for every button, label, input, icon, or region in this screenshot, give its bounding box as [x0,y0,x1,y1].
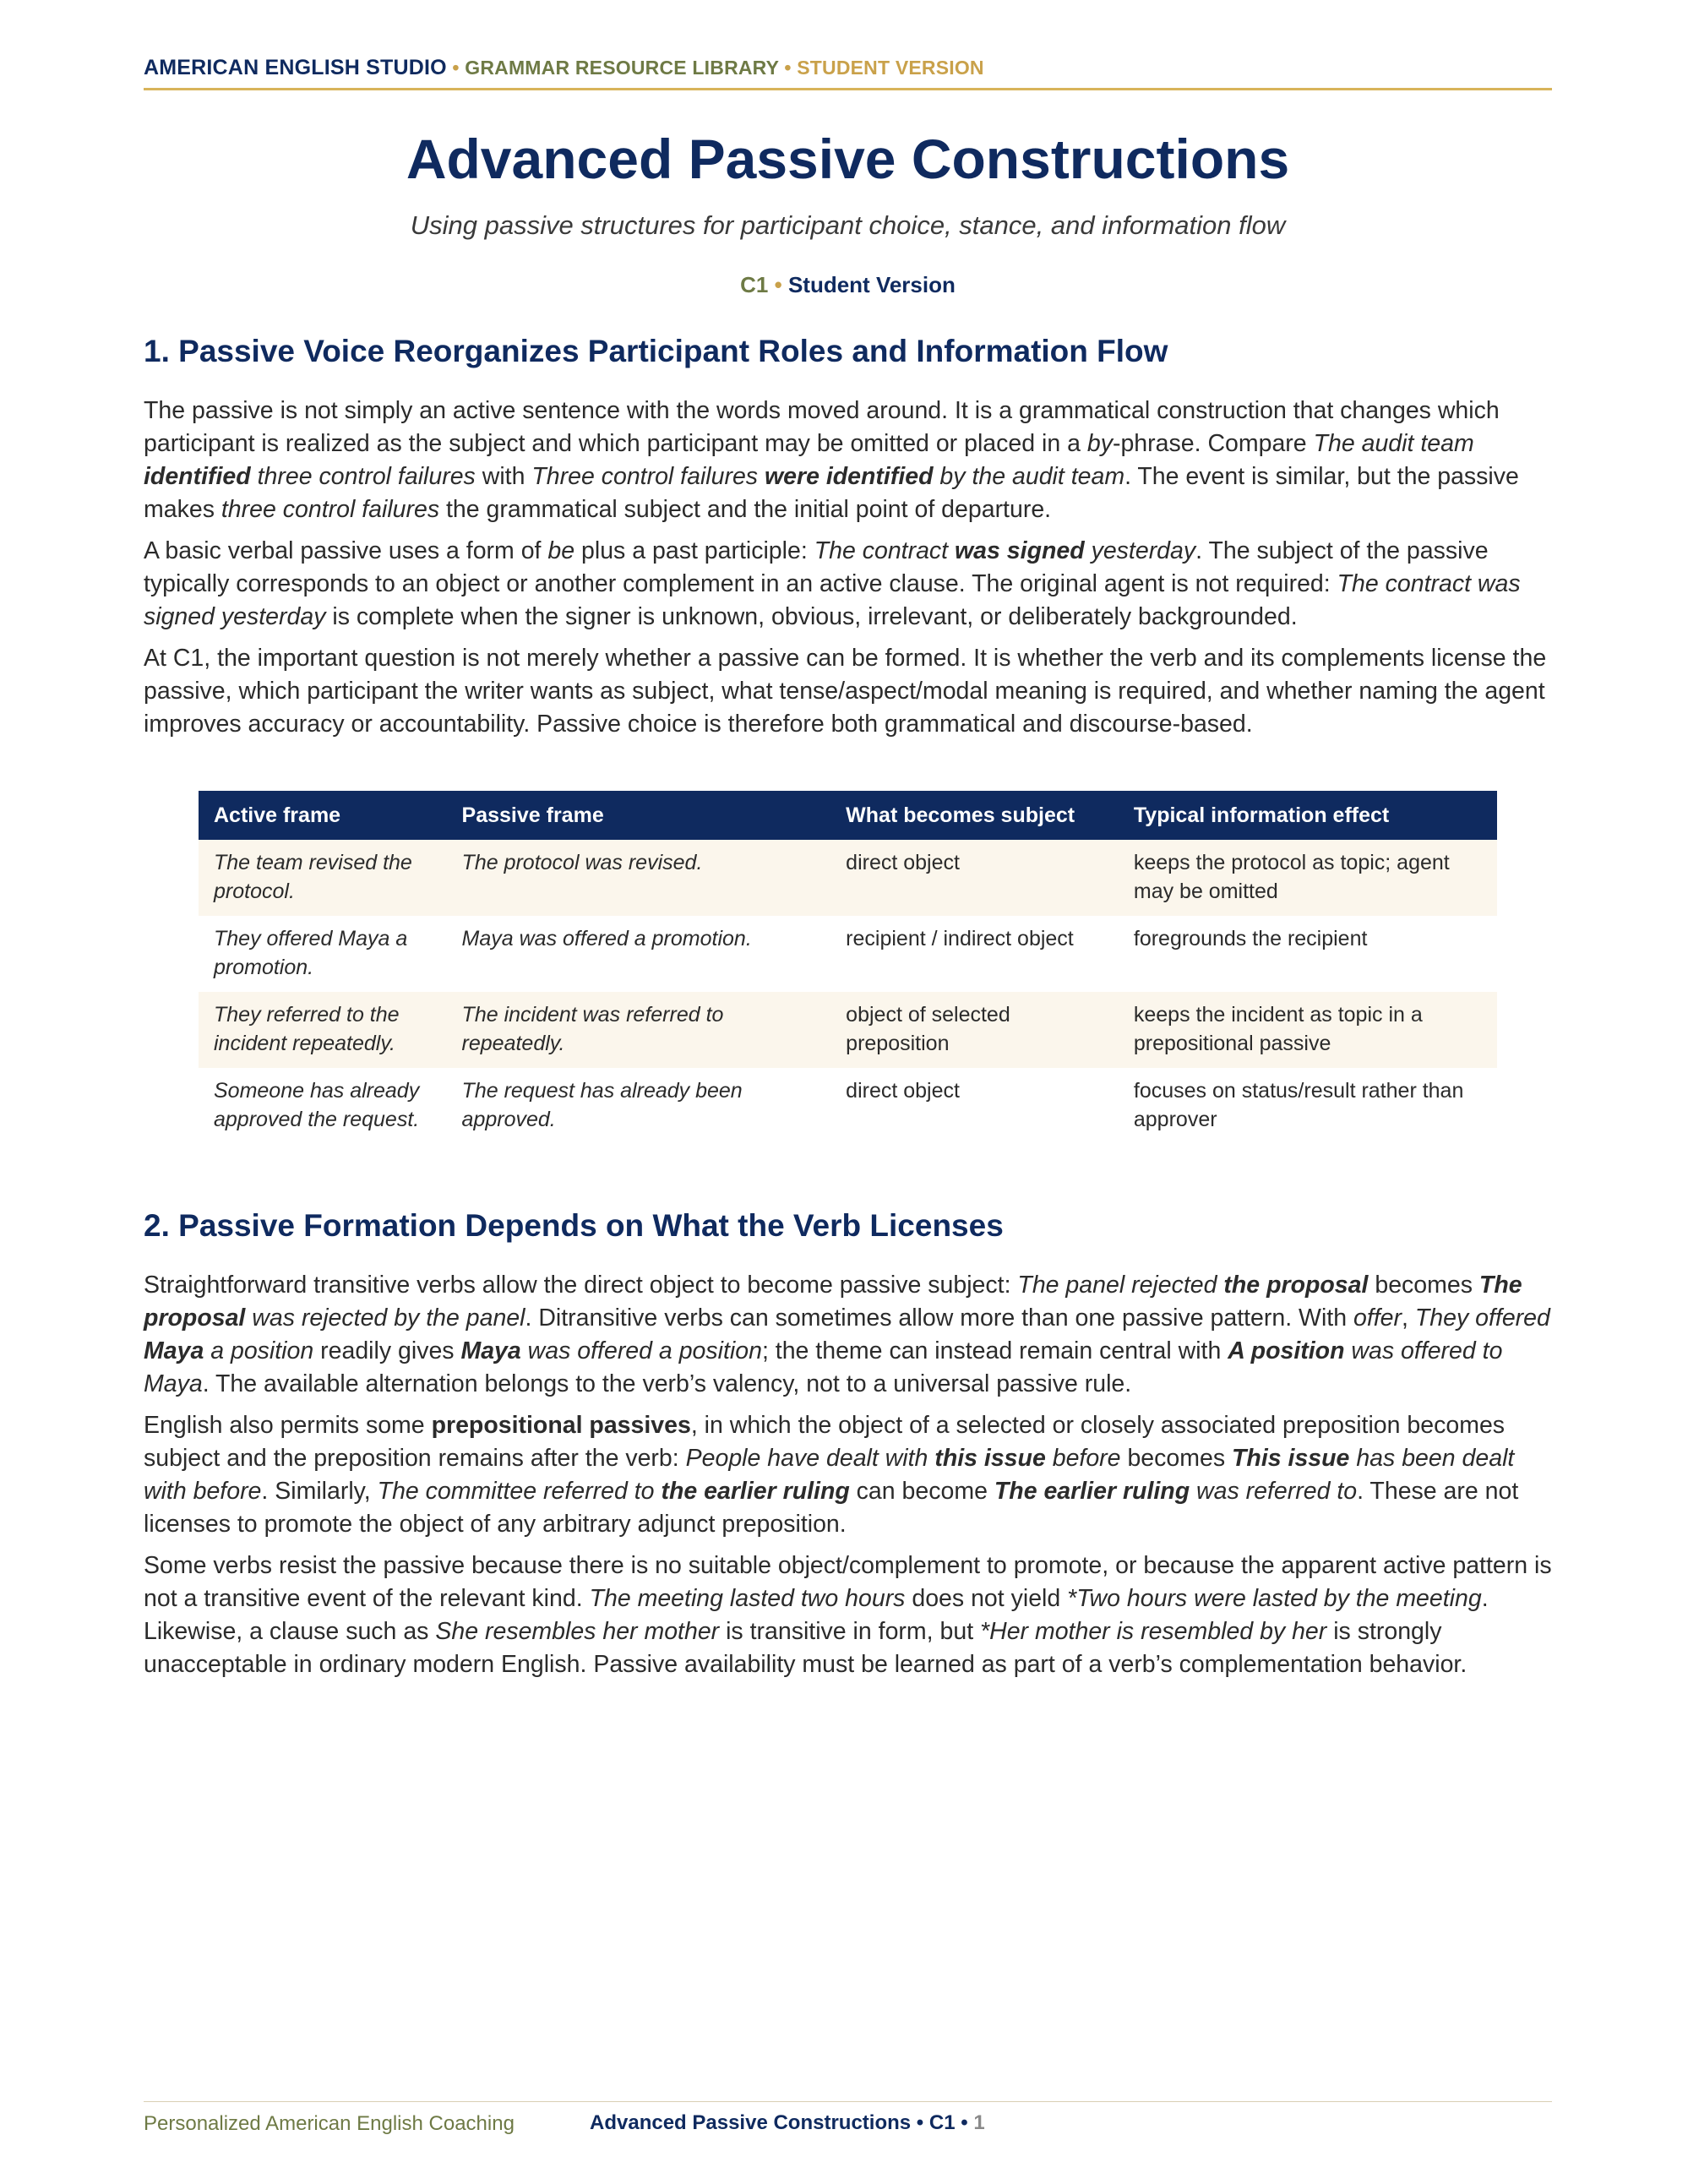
table-cell-subject: direct object [830,840,1119,916]
text-run: prepositional passives [431,1412,691,1439]
table-cell-effect: focuses on status/result rather than approver [1133,1079,1464,1131]
header-divider [144,88,1552,90]
table-cell-subject: object of selected preposition [830,992,1119,1068]
text-run: a position [204,1337,314,1364]
table-cell-subject: recipient / indirect object [846,927,1074,950]
table-cell-effect: keeps the protocol as topic; agent may be omitted [1119,840,1497,916]
text-run: by [1086,430,1113,457]
text-run: Some verbs resist the passive because there is no suitable object/complement to promote, or because the apparent active pattern is not a transitive event of the relevant kind. [144,1552,1552,1612]
table-row [199,916,1497,992]
text-run: . The subject of the passive typically corresponds to an object or another complement in an active clause. The original agent is not required: [144,537,1489,597]
level-badge [144,272,1552,298]
section-1 [144,334,1552,749]
text-run: were identified [764,463,934,490]
text-run: Straightforward transitive verbs allow the direct object to become passive subject: [144,1272,1018,1299]
text-run: before [1045,1445,1121,1472]
table-cell-active: The team revised the protocol. [199,840,447,916]
text-run: does not yield [905,1585,1068,1612]
meta-separator: • [774,272,782,297]
text-run: The contract [814,537,956,564]
text-run: This issue [1232,1445,1350,1472]
text-run: was rejected by the panel [245,1304,525,1332]
table-cell-active: Someone has already approved the request. [214,1079,420,1131]
text-run: was referred to [1190,1478,1358,1505]
text-run: becomes [1368,1272,1479,1299]
text-run: English also permits some [144,1412,432,1439]
text-run: The committee referred to [377,1478,662,1505]
text-run: She resembles her mother [435,1618,720,1645]
table-cell-effect: foregrounds the recipient [1133,927,1368,950]
header-separator: • [452,57,460,79]
page-subtitle: Using passive structures for participant choice, stance, and information flow [410,210,1286,240]
section-1-paragraph-3 [144,642,1552,741]
column-header-passive-frame: Passive frame [447,791,831,840]
table-cell-subject: direct object [846,1079,960,1103]
page-title: Advanced Passive Constructions [406,128,1290,190]
text-run: was offered to Maya [144,1337,1503,1397]
text-run: was signed [955,537,1085,564]
version-label: Student Version [787,272,956,297]
text-run: readily gives [313,1337,461,1364]
text-run: . Ditransitive verbs can sometimes allow more than one passive pattern. With [525,1304,1353,1332]
text-run: The panel rejected [1017,1272,1224,1299]
section-1-paragraph-2 [144,535,1552,634]
text-run: the proposal [1223,1272,1369,1299]
text-run: A position [1228,1337,1345,1364]
footer-separator: • [916,2111,924,2134]
text-run: was offered a position [520,1337,762,1364]
column-header-active-frame: Active frame [199,791,447,840]
header-version: STUDENT VERSION [797,57,984,79]
footer-level: C1 [928,2111,956,2134]
table-row [199,1068,1497,1144]
header-library: GRAMMAR RESOURCE LIBRARY [465,57,779,79]
text-run: is complete when the signer is unknown, obvious, irrelevant, or deliberately backgrounded. [325,603,1298,630]
text-run: ; the theme can instead remain central with [761,1337,1228,1364]
footer-brand: Personalized American English Coaching [144,2112,515,2135]
text-run: Maya [460,1337,521,1364]
text-run: the earlier ruling [661,1478,850,1505]
text-run: They offered [1414,1304,1550,1332]
text-run: is transitive in form, but [719,1618,981,1645]
text-run: The earlier ruling [994,1478,1190,1505]
header-separator: • [784,57,792,79]
text-run: identified [144,463,251,490]
table-cell-passive: The request has already been approved. [461,1079,743,1131]
page-number: 1 [973,2111,985,2134]
footer-divider [144,2101,1552,2102]
text-run: Three control failures [531,463,765,490]
text-run: offer [1353,1304,1402,1332]
text-run: with [475,463,532,490]
text-run: . Similarly, [261,1478,378,1505]
section-1-heading: 1. Passive Voice Reorganizes Participant Roles and Information Flow [144,334,1168,368]
table-cell-passive: The protocol was revised. [447,840,831,916]
text-run: three control failures [250,463,476,490]
text-run: At C1, the important question is not merely whether a passive can be formed. It is whether the verb and its complements license the passive, which participant the writer wants as subject, what tense/aspect/modal meaning is required, and whether naming the agent improves accuracy or accountability. Passive choice is therefore both grammatical and discourse-based. [144,645,1547,738]
running-header [144,56,1552,80]
text-run: A basic verbal passive uses a form of [144,537,548,564]
section-2-heading: 2. Passive Formation Depends on What the Verb Licenses [144,1208,1004,1243]
footer-doc-info [590,2111,985,2135]
section-2-paragraph-1 [144,1269,1552,1401]
text-run: , [1402,1304,1415,1332]
text-run: by the audit team [933,463,1125,490]
header-org: AMERICAN ENGLISH STUDIO [144,56,447,79]
text-run: *Two hours were lasted by the meeting [1067,1585,1482,1612]
table-cell-active: They referred to the incident repeatedly. [199,992,447,1068]
section-2-paragraph-3 [144,1549,1552,1681]
text-run: be [547,537,575,564]
table-row [199,992,1497,1068]
section-2 [144,1208,1552,1690]
text-run: The contract was signed yesterday [144,570,1521,630]
text-run: becomes [1120,1445,1233,1472]
column-header-subject: What becomes subject [830,791,1119,840]
text-run: is strongly unacceptable in ordinary modern English. Passive availability must be learned as part of a verb’s complementation behavior. [144,1618,1467,1678]
section-2-paragraph-2 [144,1409,1552,1541]
text-run: three control failures [221,496,440,523]
table-cell-passive: Maya was offered a promotion. [461,927,752,950]
text-run: this issue [934,1445,1046,1472]
text-run: Maya [144,1337,204,1364]
text-run: The audit team [1313,430,1474,457]
text-run: can become [849,1478,994,1505]
text-run: . Likewise, a clause such as [144,1585,1489,1645]
table-cell-passive: The incident was referred to repeatedly. [447,992,831,1068]
column-header-effect: Typical information effect [1119,791,1497,840]
text-run: has been dealt with before [144,1445,1515,1505]
text-run: . The event is similar, but the passive makes [144,463,1519,523]
text-run: the grammatical subject and the initial point of departure. [439,496,1052,523]
text-run: *Her mother is resembled by her [980,1618,1327,1645]
text-run: . These are not licenses to promote the object of any arbitrary adjunct preposition. [144,1478,1519,1538]
footer-separator: • [961,2111,968,2134]
table-cell-active: They offered Maya a promotion. [214,927,408,979]
level-label: C1 [740,272,769,297]
table-row [199,840,1497,916]
section-1-paragraph-1 [144,395,1552,526]
text-run: The proposal [144,1272,1522,1332]
text-run: The meeting lasted two hours [589,1585,906,1612]
text-run: -phrase. Compare [1112,430,1314,457]
text-run: . The available alternation belongs to the verb’s valency, not to a universal passive rule. [202,1370,1132,1397]
text-run: , in which the object of a selected or closely associated preposition becomes subject and the preposition remains after the verb: [144,1412,1506,1472]
table-cell-effect: keeps the incident as topic in a prepositional passive [1119,992,1497,1068]
passive-frames-table [199,791,1497,1144]
text-run: yesterday [1084,537,1196,564]
text-run: plus a past participle: [574,537,814,564]
text-run: People have dealt with [685,1445,935,1472]
text-run: The passive is not simply an active sentence with the words moved around. It is a grammatical construction that changes which participant is realized as the subject and which participant may be omitted or placed in a [144,397,1500,457]
table-header-row [199,791,1497,840]
footer-title: Advanced Passive Constructions [590,2111,912,2134]
